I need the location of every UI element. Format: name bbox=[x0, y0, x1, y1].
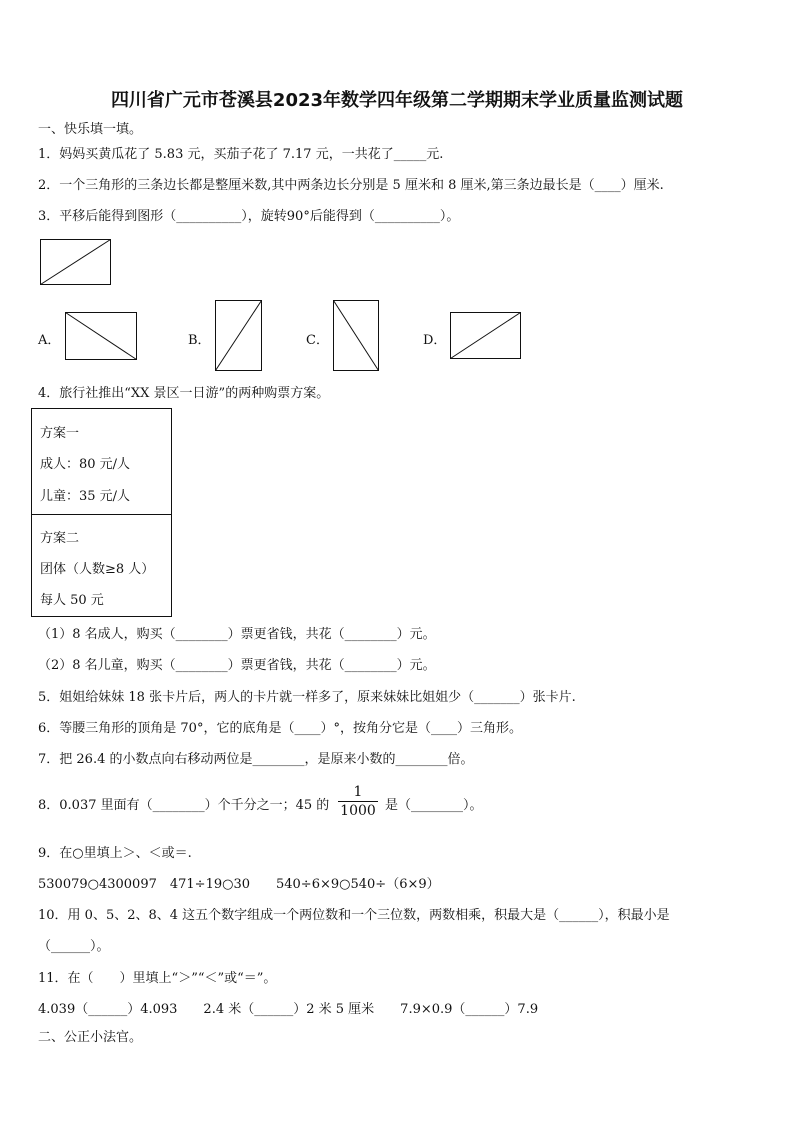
question-7: 7．把 26.4 的小数点向右移动两位是________，是原来小数的________倍。 bbox=[38, 752, 474, 767]
question-2: 2．一个三角形的三条边长都是整厘米数,其中两条边长分别是 5 厘米和 8 厘米,第三条边最长是（____）厘米. bbox=[38, 178, 664, 193]
q8-fraction-denominator: 1000 bbox=[340, 803, 376, 819]
plan2-group: 团体（人数≥8 人） bbox=[40, 562, 155, 577]
plan1-title: 方案一 bbox=[40, 426, 80, 441]
plan2-price: 每人 50 元 bbox=[40, 593, 104, 608]
option-c-label: C． bbox=[306, 333, 329, 348]
q8-fraction-bar bbox=[338, 801, 378, 802]
q8-fraction bbox=[338, 784, 378, 819]
question-6: 6．等腰三角形的顶角是 70°，它的底角是（____）°，按角分它是（____）三角形。 bbox=[38, 721, 522, 736]
q8-fraction-numerator: 1 bbox=[353, 784, 363, 800]
option-b-label: B． bbox=[188, 333, 211, 348]
question-9: 9．在○里填上＞、＜或＝. bbox=[38, 846, 192, 861]
page-title: 四川省广元市苍溪县2023年数学四年级第二学期期末学业质量监测试题 bbox=[110, 90, 684, 111]
plan2-title: 方案二 bbox=[40, 531, 80, 546]
question-11-items: 4.039（______）4.093 2.4 米（______）2 米 5 厘米 7.9×0.9（______）7.9 bbox=[38, 1002, 539, 1017]
question-10-line-2: （______）。 bbox=[38, 939, 110, 954]
question-4-part-2: （2）8 名儿童，购买（________）票更省钱，共花（________）元。 bbox=[38, 658, 436, 673]
option-d-label: D． bbox=[423, 333, 447, 348]
question-9-items: 530079○4300097 471÷19○30 540÷6×9○540÷（6×9） bbox=[38, 877, 440, 892]
option-a-label: A． bbox=[38, 333, 61, 348]
question-8-part-b: 是（________）。 bbox=[385, 798, 483, 813]
question-10-line-1: 10．用 0、5、2、8、4 这五个数字组成一个两位数和一个三位数，两数相乘，积最大是（______），积最小是 bbox=[38, 908, 670, 923]
section-1-heading: 一、快乐填一填。 bbox=[38, 122, 143, 137]
plan-divider bbox=[32, 514, 171, 515]
question-3: 3．平移后能得到图形（__________），旋转90°后能得到（__________）。 bbox=[38, 209, 460, 224]
ticket-plans-table bbox=[31, 408, 172, 617]
plan1-child: 儿童：35 元/人 bbox=[40, 489, 131, 504]
section-2-heading: 二、公正小法官。 bbox=[38, 1030, 143, 1045]
question-8-part-a: 8．0.037 里面有（________）个千分之一；45 的 bbox=[38, 798, 330, 813]
question-4: 4．旅行社推出“XX 景区一日游”的两种购票方案。 bbox=[38, 386, 330, 401]
option-c-figure bbox=[333, 300, 379, 371]
plan1-adult: 成人：80 元/人 bbox=[40, 457, 131, 472]
option-d-figure bbox=[450, 312, 521, 359]
question-11: 11．在（ ）里填上“＞”“＜”或“＝”。 bbox=[38, 971, 277, 986]
question-4-part-1: （1）8 名成人，购买（________）票更省钱，共花（________）元。 bbox=[38, 627, 436, 642]
option-a-figure bbox=[65, 312, 137, 360]
option-b-figure bbox=[215, 300, 262, 371]
question-5: 5．姐姐给妹妹 18 张卡片后，两人的卡片就一样多了，原来妹妹比姐姐少（_______）张卡片. bbox=[38, 690, 576, 705]
question-1: 1．妈妈买黄瓜花了 5.83 元，买茄子花了 7.17 元，一共花了_____元. bbox=[38, 147, 444, 162]
q3-original-figure bbox=[40, 239, 111, 285]
